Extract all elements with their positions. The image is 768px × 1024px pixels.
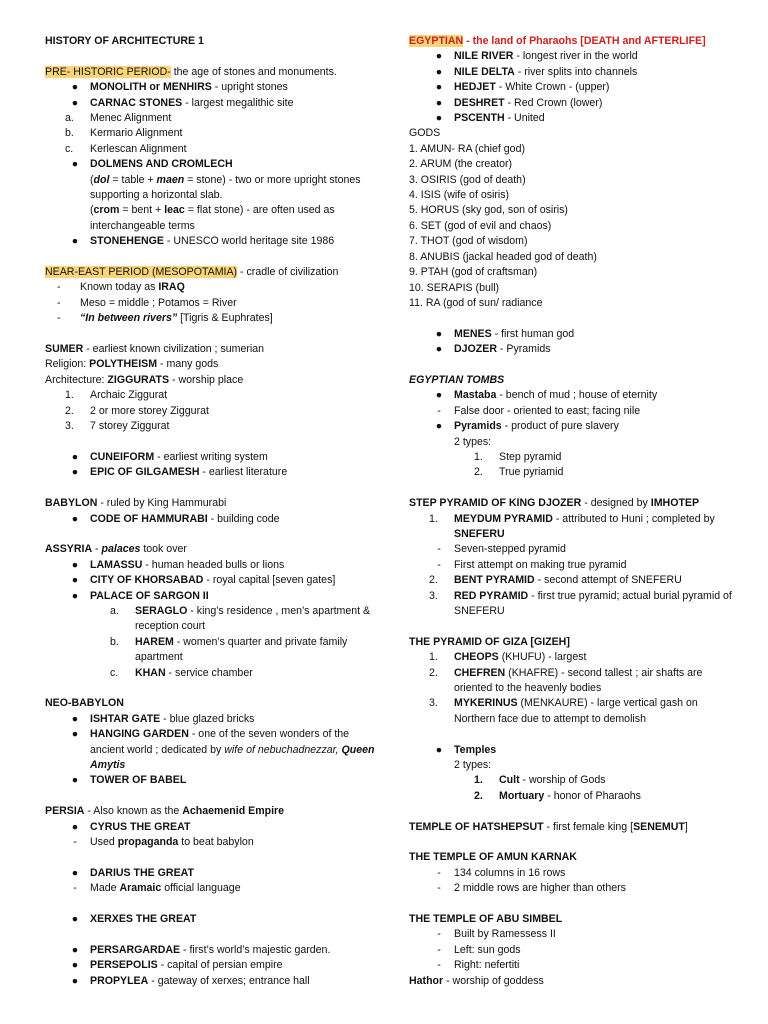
- ziggurat-list: [45, 388, 380, 434]
- list-item: 11. RA (god of sun/ radiance: [409, 296, 543, 309]
- list-item: - 134 columns in 16 rows: [437, 866, 566, 879]
- gods-heading: GODS: [409, 127, 441, 140]
- list-item: - First attempt on making true pyramid: [437, 558, 627, 571]
- list-item: 9. PTAH (god of craftsman): [409, 266, 538, 279]
- giza-heading: THE PYRAMID OF GIZA [GIZEH]: [409, 635, 570, 648]
- babylon-list: [45, 512, 380, 527]
- list-item: a. SERAGLO - king’s residence , men’s apartment & reception court: [110, 604, 371, 633]
- list-item: a. Menec Alignment: [65, 112, 172, 125]
- abusimbel-heading: THE TEMPLE OF ABU SIMBEL: [409, 913, 563, 926]
- temples-list: [409, 743, 739, 805]
- karnak-list: [409, 866, 739, 897]
- list-item: ● PERSEPOLIS - capital of persian empire: [71, 959, 283, 972]
- list-item: 3. 7 storey Ziggurat: [65, 420, 170, 433]
- list-item: 2. True pyriamid: [474, 466, 564, 479]
- religion-line: Religion: POLYTHEISM - many gods: [45, 358, 219, 371]
- list-item: ● PERSARGARDAE - first’s world’s majestic garden.: [71, 943, 331, 956]
- step-pyramid-list: [409, 512, 739, 620]
- list-item: ● HANGING GARDEN - one of the seven wonders of the ancient world ; dedicated by wife of nebuchadnezzar, Queen Amytis: [71, 728, 375, 771]
- list-item: 4. ISIS (wife of osiris): [409, 189, 510, 202]
- list-item: ● Temples: [435, 743, 497, 756]
- list-item: ● DJOZER - Pyramids: [435, 343, 551, 356]
- hatshepsut-line: TEMPLE OF HATSHEPSUT - first female king [SENEMUT]: [409, 820, 688, 833]
- list-item: ● NILE DELTA - river splits into channels: [435, 65, 638, 78]
- list-item: 2. ARUM (the creator): [409, 158, 513, 171]
- egypt-heading: EGYPTIAN: [409, 35, 464, 47]
- list-item: ● HEDJET - White Crown - (upper): [435, 81, 610, 94]
- list-item: 1. MEYDUM PYRAMID - attributed to Huni ; completed by SNEFERU: [429, 512, 715, 540]
- list-item: - False door - oriented to east; facing nile: [437, 404, 641, 417]
- list-item: ● MONOLITH or MENHIRS - upright stones: [71, 81, 288, 94]
- persia-line: PERSIA - Also known as the Achaemenid Empire: [45, 805, 285, 818]
- list-item: 8. ANUBIS (jackal headed god of death): [409, 250, 597, 263]
- list-item: ● PROPYLEA - gateway of xerxes; entrance hall: [71, 974, 310, 987]
- architecture-line: Architecture: ZIGGURATS - worship place: [45, 373, 244, 386]
- persia-list-3: [45, 912, 380, 927]
- list-item: ● Pyramids - product of pure slavery: [435, 420, 619, 433]
- page-title: HISTORY OF ARCHITECTURE 1: [45, 35, 204, 47]
- list-item: - Used propaganda to beat babylon: [73, 836, 254, 848]
- list-item: 3. OSIRIS (god of death): [409, 173, 526, 186]
- list-item: 7. THOT (god of wisdom): [409, 235, 528, 248]
- list-item: b. HAREM - women’s quarter and private family apartment: [110, 635, 348, 664]
- list-item: 2 types:: [454, 759, 492, 772]
- prehistoric-heading-line: PRE- HISTORIC PERIOD- the age of stones and monuments.: [45, 65, 337, 78]
- assyria-list: [45, 558, 380, 681]
- list-item: 1. Archaic Ziggurat: [65, 389, 168, 402]
- list-item: ● XERXES THE GREAT: [71, 913, 197, 925]
- list-item: - 2 middle rows are higher than others: [437, 882, 626, 895]
- prehistoric-list: [45, 80, 380, 249]
- list-item: ● DESHRET - Red Crown (lower): [435, 96, 603, 109]
- list-item: - Seven-stepped pyramid: [437, 543, 566, 556]
- hathor-line: Hathor - worship of goddess: [409, 974, 544, 987]
- tombs-heading: EGYPTIAN TOMBS: [409, 373, 505, 386]
- step-pyramid-line: STEP PYRAMID OF KING DJOZER - designed by IMHOTEP: [409, 497, 700, 510]
- gods-list: [409, 142, 739, 311]
- babylon-line: BABYLON - ruled by King Hammurabi: [45, 497, 227, 510]
- list-item: 1. Step pyramid: [474, 450, 562, 463]
- list-item: 3. MYKERINUS (MENKAURE) - large vertical gash on Northern face due to attempt to demolish: [429, 697, 698, 725]
- list-item: - Made Aramaic official language: [73, 882, 241, 895]
- list-item: 2 types:: [454, 435, 492, 448]
- list-item: 1. Cult - worship of Gods: [474, 774, 606, 787]
- giza-list: [409, 650, 739, 727]
- list-item: ● ISHTAR GATE - blue glazed bricks: [71, 712, 255, 725]
- gods-bullets: [409, 327, 739, 358]
- list-item: - Meso = middle ; Potamos = River: [57, 296, 237, 309]
- list-item: 3. RED PYRAMID - first true pyramid; actual burial pyramid of SNEFERU: [429, 589, 732, 617]
- persia-list-4: [45, 943, 380, 989]
- neareast-heading-line: NEAR-EAST PERIOD (MESOPOTAMIA) - cradle of civilization: [45, 266, 339, 279]
- list-item: ● MENES - first human god: [435, 327, 575, 340]
- list-item: - Left: sun gods: [437, 943, 521, 956]
- list-item: ● PALACE OF SARGON II: [71, 589, 209, 602]
- list-item: 2. CHEFREN (KHAFRE) - second tallest ; air shafts are oriented to the heavenly bodies: [429, 666, 703, 694]
- tombs-list: [409, 388, 739, 480]
- list-item: c. KHAN - service chamber: [110, 666, 253, 679]
- left-column: [45, 34, 380, 989]
- list-item: ● PSCENTH - United: [435, 112, 545, 125]
- persia-list: [45, 820, 380, 851]
- list-item: 6. SET (god of evil and chaos): [409, 219, 552, 232]
- list-item: ● EPIC OF GILGAMESH - earliest literature: [71, 466, 288, 479]
- list-item: ● CARNAC STONES - largest megalithic site: [71, 96, 294, 109]
- neobabylon-list: [45, 712, 380, 789]
- neareast-list: [45, 280, 380, 326]
- list-item: ● DARIUS THE GREAT: [71, 866, 194, 879]
- list-item: c. Kerlescan Alignment: [65, 142, 187, 155]
- list-item: ● LAMASSU - human headed bulls or lions: [71, 558, 285, 571]
- sumer-bullets: [45, 450, 380, 481]
- list-item: - “In between rivers” [Tigris & Euphrates]: [57, 312, 273, 325]
- list-item: ● TOWER OF BABEL: [71, 774, 187, 787]
- list-item: ● CODE OF HAMMURABI - building code: [71, 512, 280, 525]
- list-item: - Built by Ramessess II: [437, 928, 556, 941]
- neareast-heading: NEAR-EAST PERIOD (MESOPOTAMIA): [45, 266, 238, 279]
- list-item: 5. HORUS (sky god, son of osiris): [409, 204, 568, 217]
- list-item: ● DOLMENS AND CROMLECH (dol = table + maen = stone) - two or more upright stones supporting a horizontal slab. (crom = bent + leac = flat stone) - are often used as interchangeable terms: [71, 158, 361, 232]
- egypt-heading-line: EGYPTIAN - the land of Pharaohs [DEATH and AFTERLIFE]: [409, 35, 706, 47]
- list-item: 2. 2 or more storey Ziggurat: [65, 404, 209, 417]
- karnak-heading: THE TEMPLE OF AMUN KARNAK: [409, 851, 577, 864]
- list-item: 1. AMUN- RA (chief god): [409, 142, 525, 155]
- list-item: 2. Mortuary - honor of Pharaohs: [474, 789, 641, 802]
- list-item: 1. CHEOPS (KHUFU) - largest: [429, 651, 587, 664]
- neobabylon-heading: NEO-BABYLON: [45, 697, 124, 710]
- list-item: ● STONEHENGE - UNESCO world heritage site 1986: [71, 235, 335, 248]
- list-item: - Known today as IRAQ: [57, 281, 185, 294]
- list-item: ● Mastaba - bench of mud ; house of eternity: [435, 389, 658, 402]
- list-item: 10. SERAPIS (bull): [409, 281, 500, 294]
- list-item: 2. BENT PYRAMID - second attempt of SNEFERU: [429, 574, 682, 587]
- persia-list-2: [45, 866, 380, 897]
- list-item: b. Kermario Alignment: [65, 127, 183, 140]
- list-item: - Right: nefertiti: [437, 959, 520, 972]
- list-item: ● CYRUS THE GREAT: [71, 820, 191, 833]
- prehistoric-heading: PRE- HISTORIC PERIOD-: [45, 65, 171, 78]
- list-item: ● CITY OF KHORSABAD - royal capital [seven gates]: [71, 574, 336, 587]
- list-item: ● NILE RIVER - longest river in the world: [435, 50, 638, 63]
- egypt-list: [409, 49, 739, 126]
- assyria-line: ASSYRIA - palaces took over: [45, 543, 187, 556]
- right-column: [409, 34, 739, 989]
- abusimbel-list: [409, 927, 739, 973]
- list-item: ● CUNEIFORM - earliest writing system: [71, 450, 268, 463]
- sumer-line: SUMER - earliest known civilization ; sumerian: [45, 343, 265, 356]
